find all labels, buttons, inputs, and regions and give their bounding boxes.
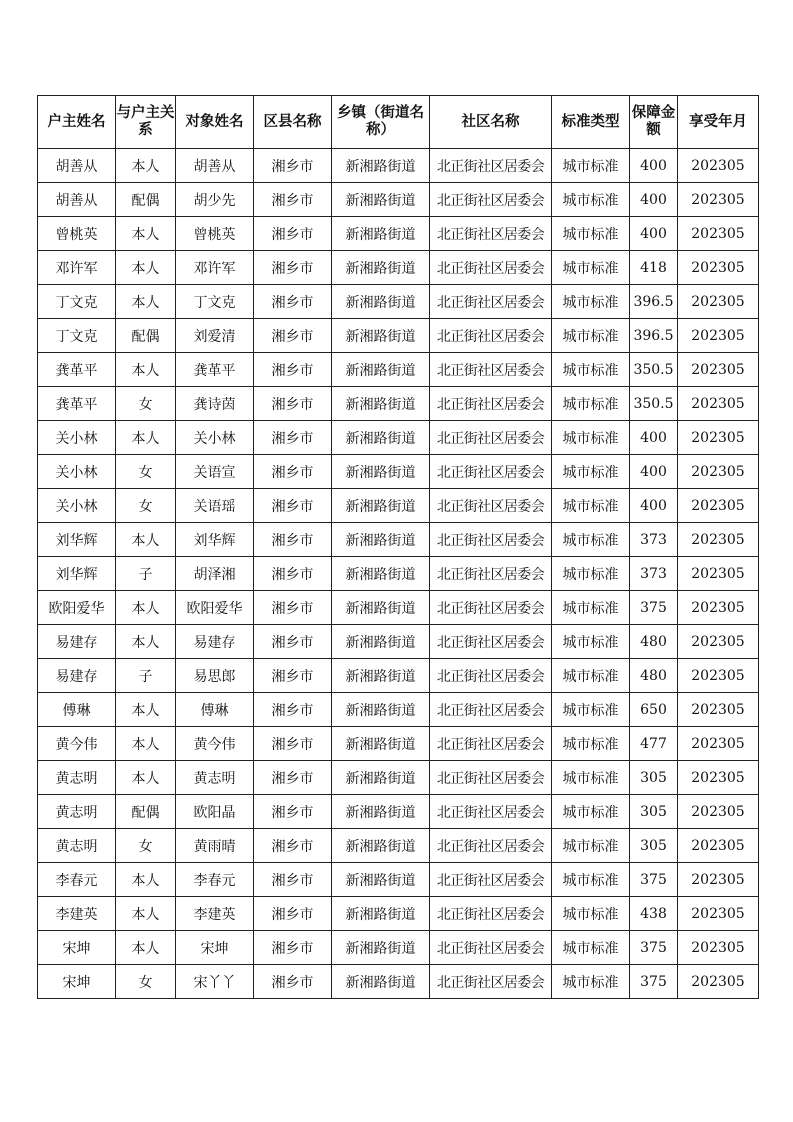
cell-community: 北正街社区居委会	[430, 183, 552, 217]
cell-county: 湘乡市	[254, 319, 332, 353]
cell-community: 北正街社区居委会	[430, 285, 552, 319]
cell-relation: 子	[116, 659, 176, 693]
cell-town: 新湘路街道	[332, 421, 430, 455]
header-community: 社区名称	[430, 96, 552, 149]
cell-community: 北正街社区居委会	[430, 489, 552, 523]
cell-member-name: 关小林	[176, 421, 254, 455]
cell-standard-type: 城市标准	[552, 149, 630, 183]
cell-member-name: 易建存	[176, 625, 254, 659]
cell-county: 湘乡市	[254, 523, 332, 557]
cell-period: 202305	[678, 965, 759, 999]
cell-town: 新湘路街道	[332, 659, 430, 693]
table-row	[38, 897, 759, 931]
cell-head-name: 李春元	[38, 863, 116, 897]
cell-community: 北正街社区居委会	[430, 353, 552, 387]
cell-amount: 375	[630, 863, 678, 897]
cell-period: 202305	[678, 897, 759, 931]
cell-community: 北正街社区居委会	[430, 897, 552, 931]
cell-standard-type: 城市标准	[552, 965, 630, 999]
cell-relation: 本人	[116, 285, 176, 319]
cell-head-name: 曾桃英	[38, 217, 116, 251]
cell-period: 202305	[678, 557, 759, 591]
cell-head-name: 易建存	[38, 625, 116, 659]
cell-amount: 480	[630, 659, 678, 693]
cell-period: 202305	[678, 489, 759, 523]
table-row	[38, 455, 759, 489]
cell-head-name: 龚革平	[38, 387, 116, 421]
cell-community: 北正街社区居委会	[430, 557, 552, 591]
cell-community: 北正街社区居委会	[430, 149, 552, 183]
cell-standard-type: 城市标准	[552, 557, 630, 591]
cell-county: 湘乡市	[254, 693, 332, 727]
cell-county: 湘乡市	[254, 387, 332, 421]
cell-town: 新湘路街道	[332, 965, 430, 999]
cell-period: 202305	[678, 863, 759, 897]
table-row	[38, 863, 759, 897]
cell-town: 新湘路街道	[332, 693, 430, 727]
cell-county: 湘乡市	[254, 931, 332, 965]
cell-member-name: 李春元	[176, 863, 254, 897]
cell-town: 新湘路街道	[332, 625, 430, 659]
cell-head-name: 关小林	[38, 455, 116, 489]
cell-county: 湘乡市	[254, 183, 332, 217]
cell-period: 202305	[678, 625, 759, 659]
header-member-name: 对象姓名	[176, 96, 254, 149]
cell-town: 新湘路街道	[332, 829, 430, 863]
cell-member-name: 丁文克	[176, 285, 254, 319]
cell-county: 湘乡市	[254, 455, 332, 489]
header-head-name: 户主姓名	[38, 96, 116, 149]
cell-town: 新湘路街道	[332, 455, 430, 489]
cell-amount: 480	[630, 625, 678, 659]
cell-period: 202305	[678, 693, 759, 727]
cell-town: 新湘路街道	[332, 727, 430, 761]
table-row	[38, 149, 759, 183]
cell-member-name: 曾桃英	[176, 217, 254, 251]
cell-county: 湘乡市	[254, 149, 332, 183]
cell-period: 202305	[678, 523, 759, 557]
cell-relation: 本人	[116, 761, 176, 795]
cell-community: 北正街社区居委会	[430, 455, 552, 489]
cell-relation: 本人	[116, 727, 176, 761]
cell-standard-type: 城市标准	[552, 387, 630, 421]
cell-standard-type: 城市标准	[552, 183, 630, 217]
cell-member-name: 易思郎	[176, 659, 254, 693]
cell-member-name: 欧阳爱华	[176, 591, 254, 625]
table-row	[38, 557, 759, 591]
cell-period: 202305	[678, 217, 759, 251]
cell-relation: 子	[116, 557, 176, 591]
header-amount: 保障金额	[630, 96, 678, 149]
header-row	[38, 96, 759, 149]
cell-amount: 375	[630, 965, 678, 999]
table-row	[38, 183, 759, 217]
cell-member-name: 刘华辉	[176, 523, 254, 557]
cell-community: 北正街社区居委会	[430, 421, 552, 455]
cell-county: 湘乡市	[254, 557, 332, 591]
cell-head-name: 胡善从	[38, 183, 116, 217]
cell-member-name: 关语宣	[176, 455, 254, 489]
cell-standard-type: 城市标准	[552, 897, 630, 931]
cell-county: 湘乡市	[254, 285, 332, 319]
cell-county: 湘乡市	[254, 727, 332, 761]
table-row	[38, 285, 759, 319]
cell-amount: 396.5	[630, 285, 678, 319]
table-row	[38, 489, 759, 523]
cell-member-name: 龚革平	[176, 353, 254, 387]
cell-member-name: 李建英	[176, 897, 254, 931]
cell-relation: 本人	[116, 625, 176, 659]
cell-standard-type: 城市标准	[552, 455, 630, 489]
cell-relation: 本人	[116, 421, 176, 455]
cell-community: 北正街社区居委会	[430, 761, 552, 795]
cell-county: 湘乡市	[254, 659, 332, 693]
cell-community: 北正街社区居委会	[430, 829, 552, 863]
cell-standard-type: 城市标准	[552, 217, 630, 251]
cell-head-name: 黄志明	[38, 795, 116, 829]
cell-county: 湘乡市	[254, 829, 332, 863]
cell-community: 北正街社区居委会	[430, 795, 552, 829]
cell-standard-type: 城市标准	[552, 319, 630, 353]
cell-county: 湘乡市	[254, 761, 332, 795]
cell-head-name: 龚革平	[38, 353, 116, 387]
cell-relation: 本人	[116, 523, 176, 557]
cell-member-name: 欧阳晶	[176, 795, 254, 829]
cell-county: 湘乡市	[254, 217, 332, 251]
cell-relation: 本人	[116, 149, 176, 183]
header-relation: 与户主关系	[116, 96, 176, 149]
cell-amount: 373	[630, 523, 678, 557]
cell-town: 新湘路街道	[332, 863, 430, 897]
cell-amount: 650	[630, 693, 678, 727]
cell-period: 202305	[678, 251, 759, 285]
cell-member-name: 邓许军	[176, 251, 254, 285]
cell-relation: 女	[116, 387, 176, 421]
cell-standard-type: 城市标准	[552, 693, 630, 727]
cell-member-name: 宋丫丫	[176, 965, 254, 999]
cell-amount: 400	[630, 421, 678, 455]
cell-town: 新湘路街道	[332, 251, 430, 285]
cell-head-name: 关小林	[38, 421, 116, 455]
cell-amount: 400	[630, 149, 678, 183]
cell-county: 湘乡市	[254, 421, 332, 455]
cell-relation: 本人	[116, 251, 176, 285]
cell-county: 湘乡市	[254, 897, 332, 931]
table-body	[38, 149, 759, 999]
cell-relation: 本人	[116, 931, 176, 965]
cell-town: 新湘路街道	[332, 795, 430, 829]
cell-town: 新湘路街道	[332, 183, 430, 217]
cell-head-name: 胡善从	[38, 149, 116, 183]
cell-member-name: 关语瑶	[176, 489, 254, 523]
cell-standard-type: 城市标准	[552, 931, 630, 965]
cell-community: 北正街社区居委会	[430, 387, 552, 421]
cell-standard-type: 城市标准	[552, 829, 630, 863]
cell-amount: 477	[630, 727, 678, 761]
cell-head-name: 欧阳爱华	[38, 591, 116, 625]
cell-community: 北正街社区居委会	[430, 863, 552, 897]
table-row	[38, 693, 759, 727]
cell-community: 北正街社区居委会	[430, 931, 552, 965]
cell-community: 北正街社区居委会	[430, 625, 552, 659]
cell-relation: 配偶	[116, 795, 176, 829]
cell-member-name: 黄今伟	[176, 727, 254, 761]
table-row	[38, 387, 759, 421]
cell-period: 202305	[678, 829, 759, 863]
cell-town: 新湘路街道	[332, 353, 430, 387]
cell-town: 新湘路街道	[332, 285, 430, 319]
cell-member-name: 黄志明	[176, 761, 254, 795]
cell-amount: 438	[630, 897, 678, 931]
cell-member-name: 刘爱清	[176, 319, 254, 353]
table-row	[38, 421, 759, 455]
cell-amount: 305	[630, 795, 678, 829]
cell-period: 202305	[678, 761, 759, 795]
cell-standard-type: 城市标准	[552, 523, 630, 557]
cell-head-name: 丁文克	[38, 319, 116, 353]
cell-standard-type: 城市标准	[552, 421, 630, 455]
cell-amount: 396.5	[630, 319, 678, 353]
table-row	[38, 251, 759, 285]
cell-head-name: 刘华辉	[38, 523, 116, 557]
cell-town: 新湘路街道	[332, 149, 430, 183]
cell-county: 湘乡市	[254, 863, 332, 897]
cell-county: 湘乡市	[254, 795, 332, 829]
cell-period: 202305	[678, 183, 759, 217]
header-period: 享受年月	[678, 96, 759, 149]
cell-member-name: 胡泽湘	[176, 557, 254, 591]
cell-county: 湘乡市	[254, 965, 332, 999]
cell-period: 202305	[678, 727, 759, 761]
cell-head-name: 黄志明	[38, 829, 116, 863]
cell-member-name: 宋坤	[176, 931, 254, 965]
cell-head-name: 黄志明	[38, 761, 116, 795]
table-row	[38, 795, 759, 829]
cell-amount: 350.5	[630, 353, 678, 387]
cell-amount: 373	[630, 557, 678, 591]
cell-member-name: 龚诗茵	[176, 387, 254, 421]
cell-period: 202305	[678, 455, 759, 489]
cell-period: 202305	[678, 285, 759, 319]
cell-member-name: 胡少先	[176, 183, 254, 217]
cell-county: 湘乡市	[254, 353, 332, 387]
cell-community: 北正街社区居委会	[430, 591, 552, 625]
cell-community: 北正街社区居委会	[430, 965, 552, 999]
header-standard-type: 标准类型	[552, 96, 630, 149]
cell-member-name: 傅琳	[176, 693, 254, 727]
cell-relation: 配偶	[116, 183, 176, 217]
table-row	[38, 523, 759, 557]
cell-standard-type: 城市标准	[552, 795, 630, 829]
cell-standard-type: 城市标准	[552, 863, 630, 897]
cell-town: 新湘路街道	[332, 217, 430, 251]
cell-period: 202305	[678, 319, 759, 353]
cell-amount: 375	[630, 931, 678, 965]
cell-amount: 375	[630, 591, 678, 625]
table-row	[38, 761, 759, 795]
cell-community: 北正街社区居委会	[430, 319, 552, 353]
cell-head-name: 傅琳	[38, 693, 116, 727]
cell-member-name: 黄雨晴	[176, 829, 254, 863]
cell-relation: 本人	[116, 897, 176, 931]
table-row	[38, 625, 759, 659]
cell-period: 202305	[678, 931, 759, 965]
cell-period: 202305	[678, 795, 759, 829]
cell-town: 新湘路街道	[332, 897, 430, 931]
cell-community: 北正街社区居委会	[430, 693, 552, 727]
cell-head-name: 关小林	[38, 489, 116, 523]
cell-town: 新湘路街道	[332, 931, 430, 965]
cell-amount: 400	[630, 455, 678, 489]
cell-standard-type: 城市标准	[552, 625, 630, 659]
header-town: 乡镇（街道名称）	[332, 96, 430, 149]
cell-standard-type: 城市标准	[552, 353, 630, 387]
cell-town: 新湘路街道	[332, 489, 430, 523]
cell-amount: 400	[630, 217, 678, 251]
table-row	[38, 965, 759, 999]
cell-head-name: 宋坤	[38, 931, 116, 965]
cell-standard-type: 城市标准	[552, 285, 630, 319]
table-row	[38, 319, 759, 353]
header-county: 区县名称	[254, 96, 332, 149]
cell-period: 202305	[678, 591, 759, 625]
cell-period: 202305	[678, 421, 759, 455]
cell-community: 北正街社区居委会	[430, 523, 552, 557]
cell-town: 新湘路街道	[332, 319, 430, 353]
cell-period: 202305	[678, 353, 759, 387]
cell-town: 新湘路街道	[332, 387, 430, 421]
table-row	[38, 217, 759, 251]
cell-standard-type: 城市标准	[552, 727, 630, 761]
table-row	[38, 931, 759, 965]
table-row	[38, 591, 759, 625]
cell-relation: 本人	[116, 217, 176, 251]
cell-period: 202305	[678, 387, 759, 421]
cell-relation: 女	[116, 965, 176, 999]
cell-community: 北正街社区居委会	[430, 251, 552, 285]
cell-town: 新湘路街道	[332, 557, 430, 591]
cell-relation: 女	[116, 489, 176, 523]
cell-relation: 本人	[116, 591, 176, 625]
cell-county: 湘乡市	[254, 489, 332, 523]
cell-relation: 配偶	[116, 319, 176, 353]
table-row	[38, 659, 759, 693]
cell-head-name: 刘华辉	[38, 557, 116, 591]
cell-community: 北正街社区居委会	[430, 659, 552, 693]
cell-head-name: 黄今伟	[38, 727, 116, 761]
cell-head-name: 李建英	[38, 897, 116, 931]
cell-community: 北正街社区居委会	[430, 727, 552, 761]
cell-period: 202305	[678, 149, 759, 183]
table-row	[38, 829, 759, 863]
cell-head-name: 宋坤	[38, 965, 116, 999]
subsidy-table	[37, 95, 759, 999]
cell-county: 湘乡市	[254, 251, 332, 285]
cell-relation: 本人	[116, 353, 176, 387]
cell-amount: 400	[630, 183, 678, 217]
cell-relation: 本人	[116, 693, 176, 727]
cell-standard-type: 城市标准	[552, 489, 630, 523]
cell-relation: 女	[116, 455, 176, 489]
cell-period: 202305	[678, 659, 759, 693]
cell-county: 湘乡市	[254, 591, 332, 625]
cell-head-name: 邓许军	[38, 251, 116, 285]
cell-head-name: 易建存	[38, 659, 116, 693]
cell-amount: 305	[630, 761, 678, 795]
cell-amount: 418	[630, 251, 678, 285]
cell-standard-type: 城市标准	[552, 591, 630, 625]
cell-town: 新湘路街道	[332, 761, 430, 795]
cell-relation: 女	[116, 829, 176, 863]
cell-amount: 305	[630, 829, 678, 863]
cell-standard-type: 城市标准	[552, 761, 630, 795]
cell-community: 北正街社区居委会	[430, 217, 552, 251]
cell-amount: 350.5	[630, 387, 678, 421]
cell-standard-type: 城市标准	[552, 251, 630, 285]
cell-head-name: 丁文克	[38, 285, 116, 319]
table-row	[38, 353, 759, 387]
cell-relation: 本人	[116, 863, 176, 897]
cell-member-name: 胡善从	[176, 149, 254, 183]
cell-town: 新湘路街道	[332, 591, 430, 625]
cell-county: 湘乡市	[254, 625, 332, 659]
cell-standard-type: 城市标准	[552, 659, 630, 693]
cell-town: 新湘路街道	[332, 523, 430, 557]
cell-amount: 400	[630, 489, 678, 523]
table-row	[38, 727, 759, 761]
